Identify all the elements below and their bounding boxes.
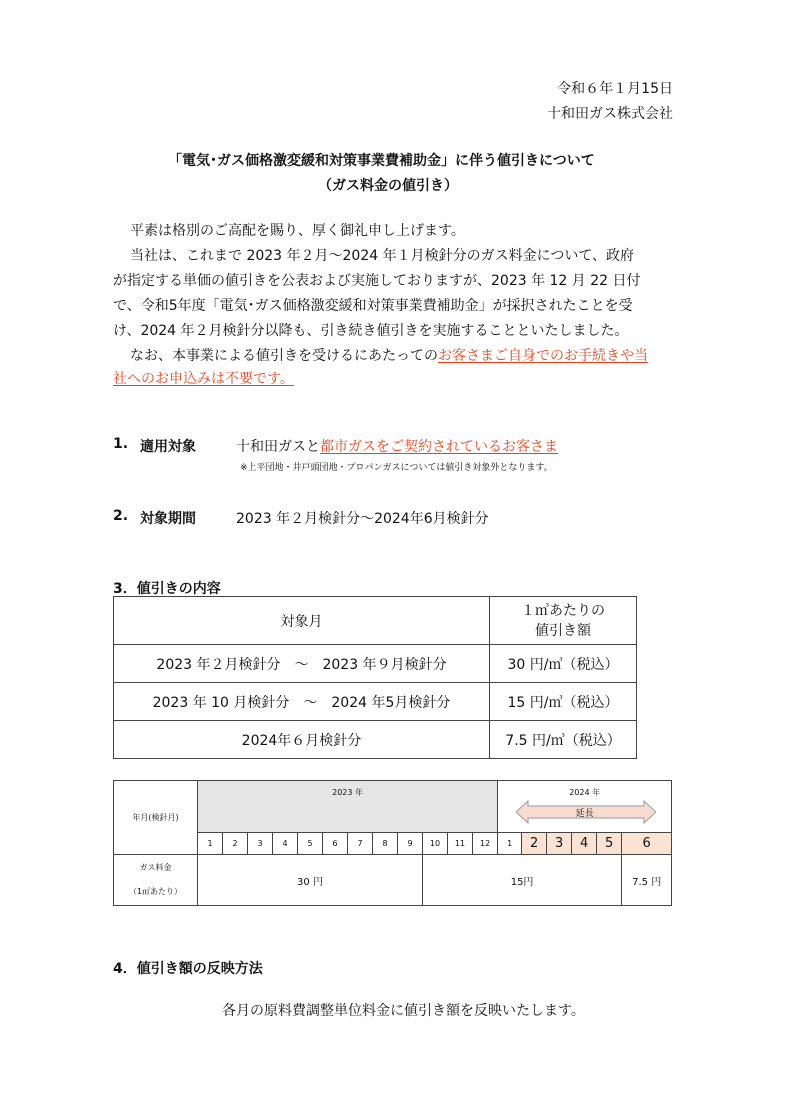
schedule-row-label: 年月(検針月) (114, 781, 198, 855)
section1-label: 適用対象 (140, 439, 196, 455)
schedule-rate-row (114, 855, 672, 906)
table-row (114, 721, 637, 759)
section2-label: 対象期間 (140, 511, 196, 527)
section4-heading: 4．値引き額の反映方法 (113, 961, 263, 977)
month-cell: 8 (373, 833, 398, 855)
year-2024: 2024 年 (569, 788, 601, 797)
month-cell: 1 (498, 833, 522, 855)
month-cell-extended: 5 (597, 833, 622, 855)
month-cell-extended: 6 (622, 833, 672, 855)
year-2024-cell (498, 781, 672, 833)
month-cell-extended: 3 (547, 833, 572, 855)
header-discount-line1: １㎥あたりの (521, 602, 605, 619)
section1-number: 1. (113, 436, 129, 452)
header-discount-line2: 値引き額 (535, 622, 591, 639)
amount-cell: 30 円/㎥（税込） (490, 645, 637, 683)
month-cell: 10 (423, 833, 448, 855)
schedule-table (113, 780, 672, 906)
period-cell: 2023 年 10 月検針分 ～ 2024 年5月検針分 (114, 683, 490, 721)
schedule-month-row (114, 833, 672, 855)
paragraph-2-line-4: け、2024 年２月検針分以降も、引き続き値引きを実施することといたしました。 (113, 323, 629, 339)
month-cell: 4 (273, 833, 298, 855)
month-cell: 5 (298, 833, 323, 855)
section1-target-customers: 都市ガスをご契約されているお客さま (320, 439, 558, 455)
section1-note: ※上平団地・井戸頭団地・プロパンガスについては値引き対象外となります。 (240, 463, 553, 473)
paragraph-3-line-1 (130, 345, 648, 365)
discount-table (113, 596, 637, 759)
section4-text: 各月の原料費調整単位料金に値引き額を反映いたします。 (222, 1003, 585, 1019)
month-cell: 9 (398, 833, 423, 855)
section3-heading: 3．値引きの内容 (113, 581, 221, 597)
paragraph-3-text: なお、本事業による値引きを受けるにあたっての (130, 348, 438, 364)
schedule-year-row (114, 781, 672, 833)
month-cell: 6 (323, 833, 348, 855)
paragraph-2-line-3: で、令和5年度「電気･ガス価格激変緩和対策事業費補助金」が採択されたことを受 (113, 298, 633, 314)
section2-value: 2023 年２月検針分～2024年6月検針分 (236, 511, 489, 527)
gas-rate-label (114, 855, 198, 906)
month-cell: 12 (473, 833, 498, 855)
paragraph-2-line-2: が指定する単価の値引きを公表および実施しておりますが、2023 年 12 月 22 日付 (113, 273, 641, 289)
extension-label: 延長 (575, 809, 594, 819)
table-row (114, 645, 637, 683)
document-subtitle: （ガス料金の値引き） (318, 178, 458, 194)
header-discount-per-m3 (490, 597, 637, 645)
table-row (114, 683, 637, 721)
rate-15-cell: 15円 (423, 855, 622, 906)
company-name: 十和田ガス株式会社 (547, 106, 673, 122)
month-cell: 3 (248, 833, 273, 855)
period-cell: 2023 年２月検針分 ～ 2023 年９月検針分 (114, 645, 490, 683)
month-cell: 7 (348, 833, 373, 855)
no-application-notice: お客さまご自身でのお手続きや当 (438, 348, 648, 364)
year-2023: 2023 年 (198, 781, 498, 833)
rate-7-5-cell: 7.5 円 (622, 855, 672, 906)
section1-value (236, 436, 558, 456)
rate-30-cell: 30 円 (198, 855, 423, 906)
month-cell: 11 (448, 833, 473, 855)
gas-rate-label-line1: ガス料金 (139, 863, 172, 872)
date: 令和６年１月15日 (557, 81, 673, 97)
paragraph-1: 平素は格別のご高配を賜り、厚く御礼申し上げます。 (130, 223, 465, 239)
section1-value-text: 十和田ガスと (236, 439, 320, 455)
month-cell: 2 (223, 833, 248, 855)
gas-rate-label-line2: （1㎥あたり） (128, 887, 183, 896)
no-application-notice-cont: 社へのお申込みは不要です。 (113, 371, 294, 387)
document-title: 「電気･ガス価格激変緩和対策事業費補助金」に伴う値引きについて (168, 153, 595, 169)
discount-table-header (114, 597, 637, 645)
month-cell-extended: 4 (572, 833, 597, 855)
paragraph-2-line-1: 当社は、これまで 2023 年２月～2024 年１月検針分のガス料金について、政府 (130, 248, 635, 264)
month-cell-extended: 2 (522, 833, 547, 855)
month-cell: 1 (198, 833, 223, 855)
amount-cell: 15 円/㎥（税込） (490, 683, 637, 721)
period-cell: 2024年６月検針分 (114, 721, 490, 759)
amount-cell: 7.5 円/㎥（税込） (490, 721, 637, 759)
header-target-month: 対象月 (114, 597, 490, 645)
section2-number: 2. (113, 508, 129, 524)
